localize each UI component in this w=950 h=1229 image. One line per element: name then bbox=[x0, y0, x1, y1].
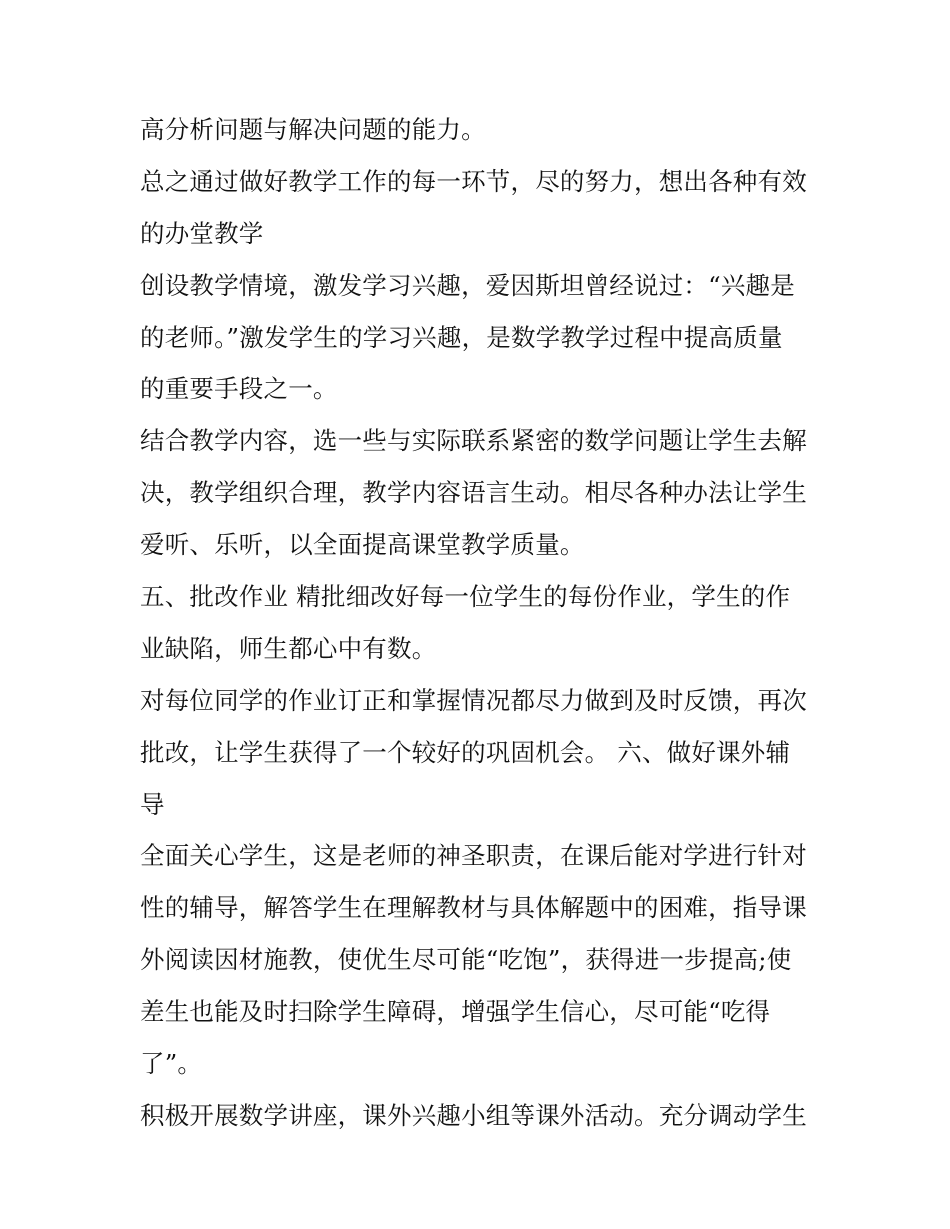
text-line: 导 bbox=[140, 789, 165, 819]
text-line: 外阅读因材施教，使优生尽可能“吃饱”，获得进一步提高;使 bbox=[140, 945, 792, 975]
text-line: 的办堂教学 bbox=[140, 218, 264, 248]
text-line: 爱听、乐听，以全面提高课堂教学质量。 bbox=[140, 530, 585, 560]
text-line: 结合教学内容，选一些与实际联系紧密的数学问题让学生去解 bbox=[140, 426, 807, 456]
text-line: 业缺陷，师生都心中有数。 bbox=[140, 633, 437, 663]
text-line: 批改，让学生获得了一个较好的巩固机会。 六、做好课外辅 bbox=[140, 737, 791, 767]
text-line: 全面关心学生，这是老师的神圣职责，在课后能对学进行针对 bbox=[140, 841, 807, 871]
text-line: 了”。 bbox=[140, 1049, 203, 1079]
text-line: 创设教学情境，激发学习兴趣，爱因斯坦曾经说过：“兴趣是 bbox=[140, 270, 795, 300]
text-line: 差生也能及时扫除学生障碍，增强学生信心，尽可能“吃得 bbox=[140, 997, 771, 1027]
document-body bbox=[140, 108, 820, 1146]
text-line: 积极开展数学讲座，课外兴趣小组等课外活动。充分调动学生 bbox=[140, 1100, 807, 1130]
text-line: 的老师。”激发学生的学习兴趣，是数学教学过程中提高质量 bbox=[140, 322, 783, 352]
text-line: 高分析问题与解决问题的能力。 bbox=[140, 115, 486, 144]
text-line: 决，教学组织合理，教学内容语言生动。相尽各种办法让学生 bbox=[140, 478, 807, 508]
text-line: 性的辅导，解答学生在理解教材与具体解题中的困难，指导课 bbox=[140, 893, 807, 923]
text-line: 对每位同学的作业订正和掌握情况都尽力做到及时反馈，再次 bbox=[140, 685, 807, 715]
text-line: 的重要手段之一。 bbox=[140, 374, 338, 404]
text-line: 五、批改作业 精批细改好每一位学生的每份作业，学生的作 bbox=[140, 582, 791, 612]
text-line: 总之通过做好教学工作的每一环节，尽的努力，想出各种有效 bbox=[140, 166, 807, 196]
